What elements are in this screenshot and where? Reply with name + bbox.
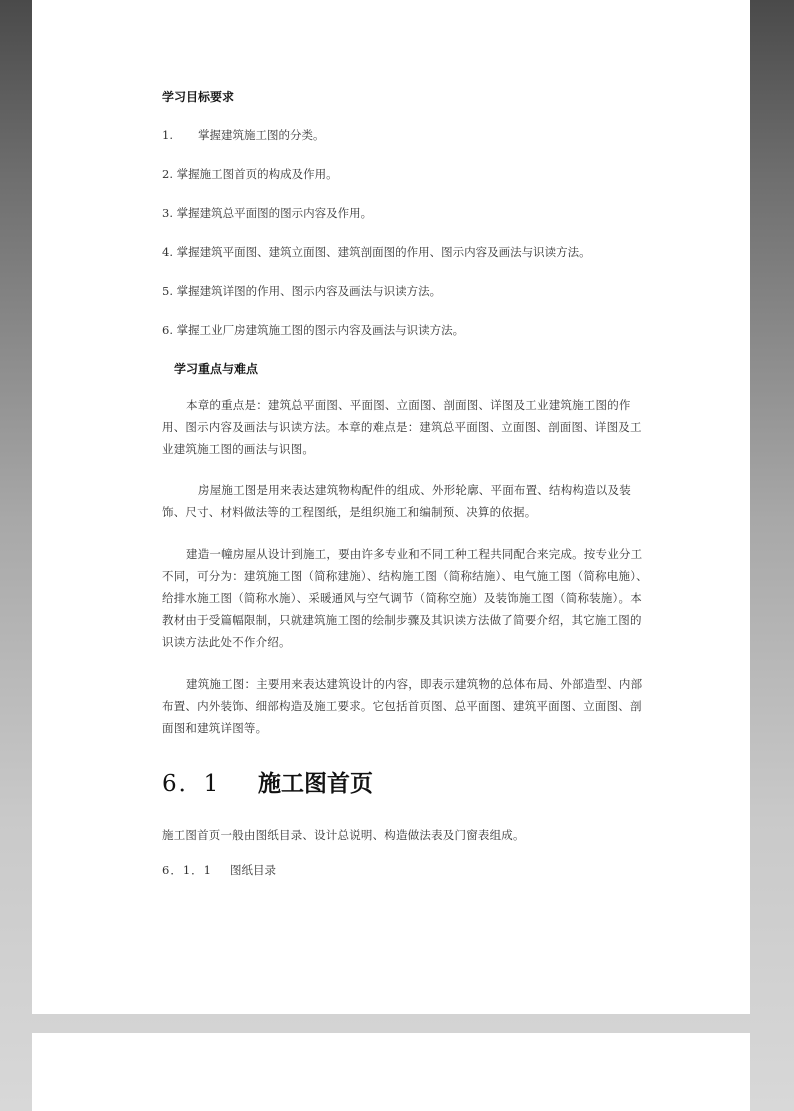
goal-item: 5. 掌握建筑详图的作用、图示内容及画法与识读方法。: [162, 284, 442, 298]
section-number: 6．1: [162, 771, 221, 797]
subsection-title: 图纸目录: [230, 863, 276, 877]
goal-item: 3. 掌握建筑总平面图的图示内容及作用。: [162, 206, 373, 220]
subsection-number: 6．1．1: [162, 863, 212, 877]
drawings-definition-paragraph: 房屋施工图是用来表达建筑物构配件的组成、外形轮廓、平面布置、结构构造以及装饰、尺寸、材料做法等的工程图纸，是组织施工和编制预、决算的依据。: [162, 483, 631, 519]
goal-item: 4. 掌握建筑平面图、建筑立面图、建筑剖面图的作用、图示内容及画法与识读方法。: [162, 245, 591, 259]
section-intro-paragraph: 施工图首页一般由图纸目录、设计总说明、构造做法表及门窗表组成。: [162, 828, 525, 842]
section-title: 施工图首页: [258, 771, 373, 797]
document-page: [32, 0, 750, 1014]
architectural-drawings-paragraph: 建筑施工图：主要用来表达建筑设计的内容，即表示建筑物的总体布局、外部造型、内部布置、内外装饰、细部构造及施工要求。它包括首页图、总平面图、建筑平面图、立面图、剖面图和建筑详图等。: [162, 677, 643, 735]
section-heading: [162, 765, 652, 798]
next-document-page: [32, 1033, 750, 1111]
learning-goals-title: 学习目标要求: [162, 90, 235, 104]
subsection-heading: [162, 862, 652, 878]
goal-item: 1. 掌握建筑施工图的分类。: [162, 128, 325, 142]
key-points-paragraph: 本章的重点是：建筑总平面图、平面图、立面图、剖面图、详图及工业建筑施工图的作用、图示内容及画法与识读方法。本章的难点是：建筑总平面图、立面图、剖面图、详图及工业建筑施工图的画法与识图。: [162, 398, 642, 456]
goal-item: 2. 掌握施工图首页的构成及作用。: [162, 167, 338, 181]
key-points-title: 学习重点与难点: [174, 362, 259, 376]
page-content: [162, 88, 652, 878]
goal-item: 6. 掌握工业厂房建筑施工图的图示内容及画法与识读方法。: [162, 323, 465, 337]
learning-goals-list: [162, 127, 652, 338]
drawings-classification-paragraph: 建造一幢房屋从设计到施工，要由许多专业和不同工种工程共同配合来完成。按专业分工不同，可分为：建筑施工图（简称建施）、结构施工图（简称结施）、电气施工图（简称电施）、给排水施工图（简称水施）、采暖通风与空气调节（简称空施）及装饰施工图（简称装施）。本教材由于受篇幅限制，只就建筑施工图的绘制步骤及其识读方法做了简要介绍，其它施工图的识读方法此处不作介绍。: [162, 547, 648, 649]
